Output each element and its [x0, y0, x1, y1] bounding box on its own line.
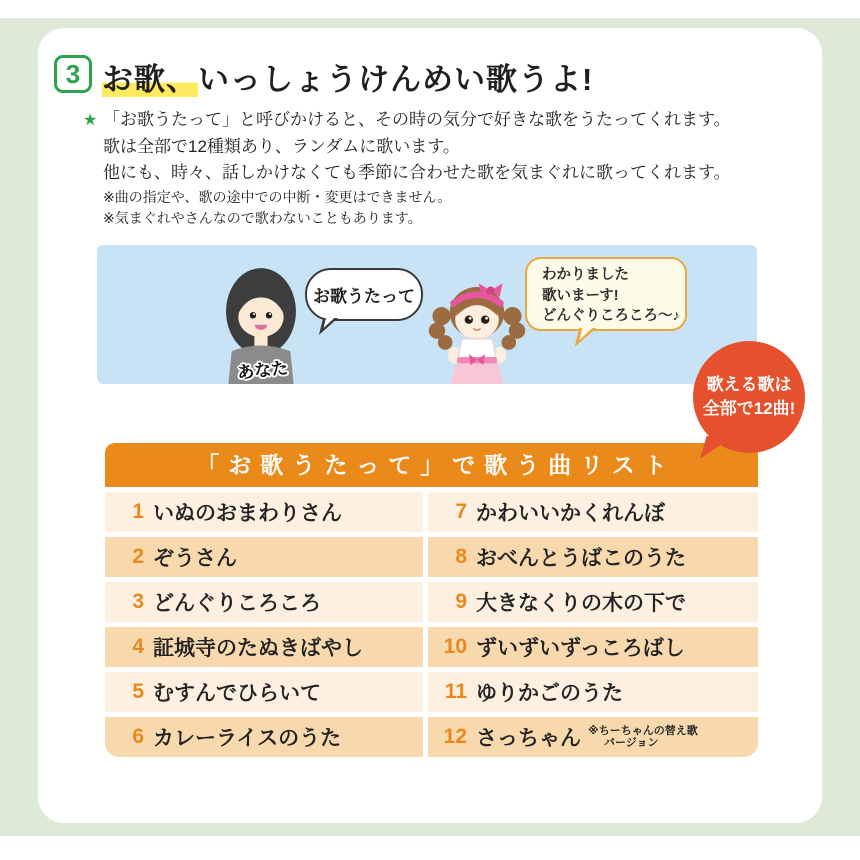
- description-note: ※気まぐれやさんなので歌わないこともあります。: [103, 210, 422, 226]
- song-title: どんぐりころころ: [153, 592, 321, 615]
- song-number: 11: [444, 680, 467, 703]
- song-list-header: 「お歌うたって」で歌う曲リスト: [105, 443, 758, 487]
- song-list-left-column: [105, 492, 423, 762]
- song-number: 8: [455, 545, 467, 568]
- doll-speech-bubble: [525, 257, 687, 331]
- song-row: [105, 627, 423, 667]
- song-title: いぬのおまわりさん: [153, 502, 342, 525]
- song-list-right-column: [428, 492, 758, 762]
- song-row: [105, 672, 423, 712]
- song-count-line: 歌える歌は: [706, 375, 792, 394]
- song-number: 3: [132, 590, 144, 613]
- song-number: 12: [443, 725, 467, 748]
- song-title: 証城寺のたぬきばやし: [153, 637, 363, 660]
- song-count-badge: [693, 341, 805, 453]
- section-number-badge: 3: [54, 55, 92, 93]
- song-note: [588, 725, 698, 750]
- song-row: [428, 672, 758, 712]
- song-row: [428, 627, 758, 667]
- song-row: [428, 492, 758, 532]
- song-title: かわいいかくれんぼ: [476, 502, 665, 525]
- star-bullet-icon: ★: [83, 112, 98, 129]
- song-number: 10: [443, 635, 467, 658]
- song-title: むすんでひらいて: [153, 682, 321, 705]
- illustration-panel: [97, 245, 757, 384]
- song-number: 1: [132, 500, 144, 523]
- description: [103, 107, 731, 230]
- doll-illustration: [427, 267, 527, 384]
- song-title: おべんとうばこのうた: [476, 547, 686, 570]
- song-title: さっちゃん: [476, 727, 581, 750]
- description-line: 他にも、時々、話しかけなくても季節に合わせた歌を気まぐれに歌ってくれます。: [103, 163, 731, 182]
- song-title: カレーライスのうた: [153, 727, 342, 750]
- description-note: ※曲の指定や、歌の途中での中断・変更はできません。: [103, 188, 452, 205]
- manual-card: [38, 28, 822, 823]
- doll-bubble-line: どんぐりころころ〜♪: [542, 308, 680, 324]
- song-number: 5: [132, 680, 144, 703]
- song-number: 4: [132, 635, 144, 658]
- song-note-line: バージョン: [604, 737, 659, 749]
- song-row: [105, 492, 423, 532]
- doll-bubble-line: 歌いまーす!: [542, 287, 619, 304]
- song-title: 大きなくりの木の下で: [476, 592, 686, 615]
- title-rest-text: いっしょうけんめい歌うよ!: [198, 62, 594, 97]
- title-highlighted-text: お歌、: [102, 62, 198, 97]
- song-number: 2: [132, 545, 144, 568]
- song-note-line: ※ちーちゃんの替え歌: [588, 724, 698, 737]
- user-label: あなた: [236, 358, 290, 383]
- song-row: [428, 582, 758, 622]
- user-speech-bubble: お歌うたって: [305, 268, 423, 321]
- song-count-line: 全部で12曲!: [702, 399, 796, 418]
- song-number: 9: [455, 590, 467, 613]
- song-title: ぞうさん: [153, 547, 237, 570]
- description-line: 歌は全部で12種類あり、ランダムに歌います。: [103, 136, 460, 156]
- song-title: ゆりかごのうた: [476, 682, 623, 705]
- page-title: [102, 54, 593, 99]
- song-number: 7: [455, 500, 467, 523]
- song-row: [428, 537, 758, 577]
- description-line: 「お歌うたって」と呼びかけると、その時の気分で好きな歌をうたってくれます。: [103, 110, 731, 129]
- song-number: 6: [132, 725, 144, 748]
- song-row: [428, 717, 758, 757]
- song-row: [105, 717, 423, 757]
- song-row: [105, 537, 423, 577]
- song-title: ずいずいずっころばし: [476, 637, 685, 660]
- doll-bubble-line: わかりました: [542, 267, 629, 283]
- song-row: [105, 582, 423, 622]
